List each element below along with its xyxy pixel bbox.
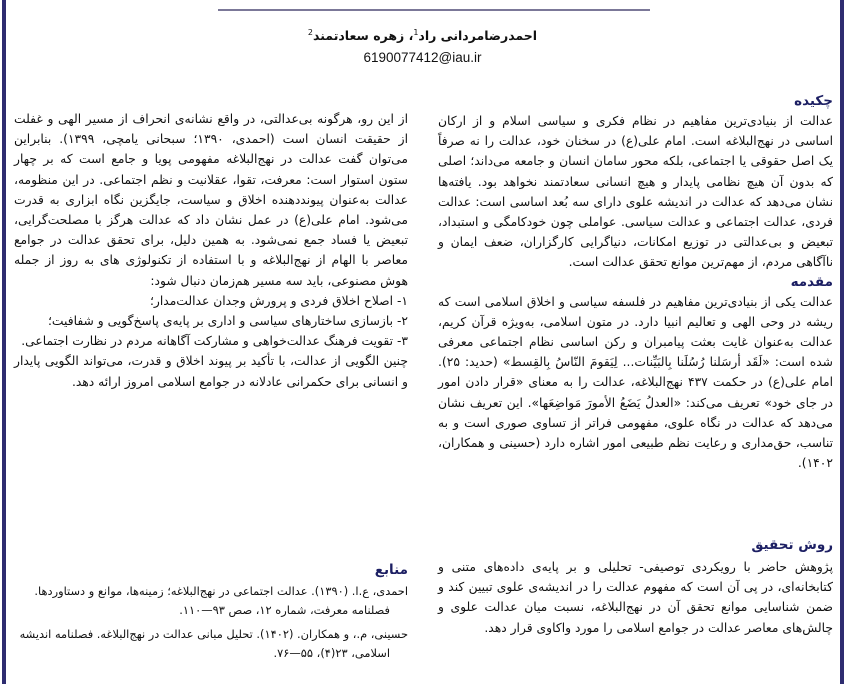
references-list [14, 582, 408, 668]
page-left-border [2, 0, 6, 684]
right-column [438, 92, 833, 473]
list-item: ۳- تقویت فرهنگ عدالت‌خواهی و مشارکت آگاهانه مردم در نظارت اجتماعی. [21, 334, 408, 349]
left-column [14, 109, 408, 392]
discussion-paragraph-1: از این رو، هرگونه بی‌عدالتی، در واقع نشانه‌ی انحراف از مسیر الهی و غفلت از حقیقت انسان است (احمدی، ۱۳۹۰؛ سبحانی یامچی، ۱۳۹۹). بنابراین می‌توان گفت عدالت در نهج‌البلاغه مفهومی پویا و جامع است که بر چهار ستون استوار است: معرفت، تقوا، عقلانیت و نظم اجتماعی. در این منظومه، عدالت به‌عنوان پیونددهنده اخلاق و سیاست، جایگزین نگاه ابزاری به قدرت می‌شود. امام علی(ع) در عمل نشان داد که عدالت هرگز با مصلحت‌گرایی، تبعیض یا فساد جمع نمی‌شود. به همین دلیل، برای تحقق عدالت در جوامع معاصر با الهام از نهج‌البلاغه و با استفاده از تکنولوژی های به روز از جمله هوش مصنوعی، باید سه مسیر هم‌زمان دنبال شود: [14, 112, 408, 288]
list-item: ۲- بازسازی ساختارهای سیاسی و اداری بر پایه‌ی پاسخ‌گویی و شفافیت؛ [48, 314, 408, 329]
abstract-heading: چکیده [794, 93, 833, 109]
list-item: ۱- اصلاح اخلاق فردی و پرورش وجدان عدالت‌مدار؛ [149, 293, 408, 308]
references-section [14, 561, 408, 580]
method-heading: روش تحقیق [751, 537, 833, 553]
author-separator: ، [404, 28, 414, 44]
header-rule [218, 9, 650, 11]
page-right-border [840, 0, 844, 684]
author-email[interactable]: 6190077412@iau.ir [363, 50, 482, 65]
discussion-paragraph-2: چنین الگویی از عدالت، با تأکید بر پیوند اخلاق و قدرت، می‌تواند الگویی پایدار و انسانی برای حکمرانی عادلانه در جوامع اسلامی امروز ارائه دهد. [14, 354, 408, 389]
introduction-heading: مقدمه [790, 273, 833, 290]
author-line [200, 28, 645, 43]
author-1: احمدرضامردانی راد [418, 28, 538, 44]
author-1-affiliation: 1 [413, 28, 419, 37]
introduction-body: عدالت یکی از بنیادی‌ترین مفاهیم در فلسفه سیاسی و اخلاق اسلامی است که ریشه در وحی الهی و تعالیم انبیا دارد. در متون اسلامی، به‌ویژه قرآن کریم، عدالت به‌عنوان غایت بعثت پیامبران و رکن اساسی نظام اجتماعی معرفی شده است: «لَقَد أرسَلنا رُسُلَنا بِالبَیِّنات... لِیَقومَ النّاسُ بِالقِسط» (حدید: ۲۵). امام علی(ع) در حکمت ۴۳۷ نهج‌البلاغه، عدالت را به معنای «قرار دادن امور در جای خود» تعریف می‌کند: «العدلُ یَضَعُ الأمورَ مَواضِعَها». این تعریف نشان می‌دهد که عدالت در نگاه علوی، مفهومی فراتر از تساوی صوری است و به تناسب، حق‌مداری و رعایت نظم طبیعی امور اشاره دارد (حسینی و همکاران، ۱۴۰۲). [438, 294, 833, 471]
abstract-body: عدالت از بنیادی‌ترین مفاهیم در نظام فکری و سیاسی اسلام و از ارکان اساسی در نهج‌البلاغه است. امام علی(ع) در سخنان خود، عدالت را نه صرفاً یک اصل حقوقی یا اجتماعی، بلکه محور سامان انسان و جامعه می‌داند؛ اصلی که بدون آن هیچ نظامی پایدار و هیچ انسانی سعادتمند نخواهد بود. یافته‌ها نشان می‌دهد که عدالت در اندیشه علوی دارای سه بُعد اساسی است: عدالت فردی، عدالت اجتماعی و عدالت سیاسی. عواملی چون خودکامگی و استبداد، تبعیض و بی‌عدالتی در توزیع امکانات، دنیاگرایی کارگزاران، ضعف ایمان و ناآگاهی مردم، از مهم‌ترین موانع تحقق عدالت است. [438, 114, 833, 270]
references-heading: منابع [374, 562, 408, 578]
author-2: زهره سعادتمند [312, 28, 405, 44]
reference-item: احمدی، ع.ا. (۱۳۹۰). عدالت اجتماعی در نهج‌البلاغه؛ زمینه‌ها، موانع و دستاوردها. فصلنامه معرفت، شماره ۱۲، صص ۹۳—۱۱۰. [34, 584, 408, 617]
author-2-affiliation: 2 [307, 28, 313, 37]
method-section [438, 536, 833, 555]
reference-item: حسینی، م.، و همکاران. (۱۴۰۲). تحلیل مبانی عدالت در نهج‌البلاغه. فصلنامه اندیشه اسلامی، ۲۳(۴)، ۵۵—۷۶. [19, 627, 408, 660]
method-body: پژوهش حاضر با رویکردی توصیفی- تحلیلی و بر پایه‌ی داده‌های متنی و کتابخانه‌ای، در پی آن است که مفهوم عدالت را در اندیشه‌ی علوی تبیین کند و ضمن شناسایی موانع تحقق آن در نهج‌البلاغه، نسبت میان عدالت علوی و چالش‌های معاصر عدالت در جوامع اسلامی را مورد واکاوی قرار دهد. [438, 560, 833, 635]
